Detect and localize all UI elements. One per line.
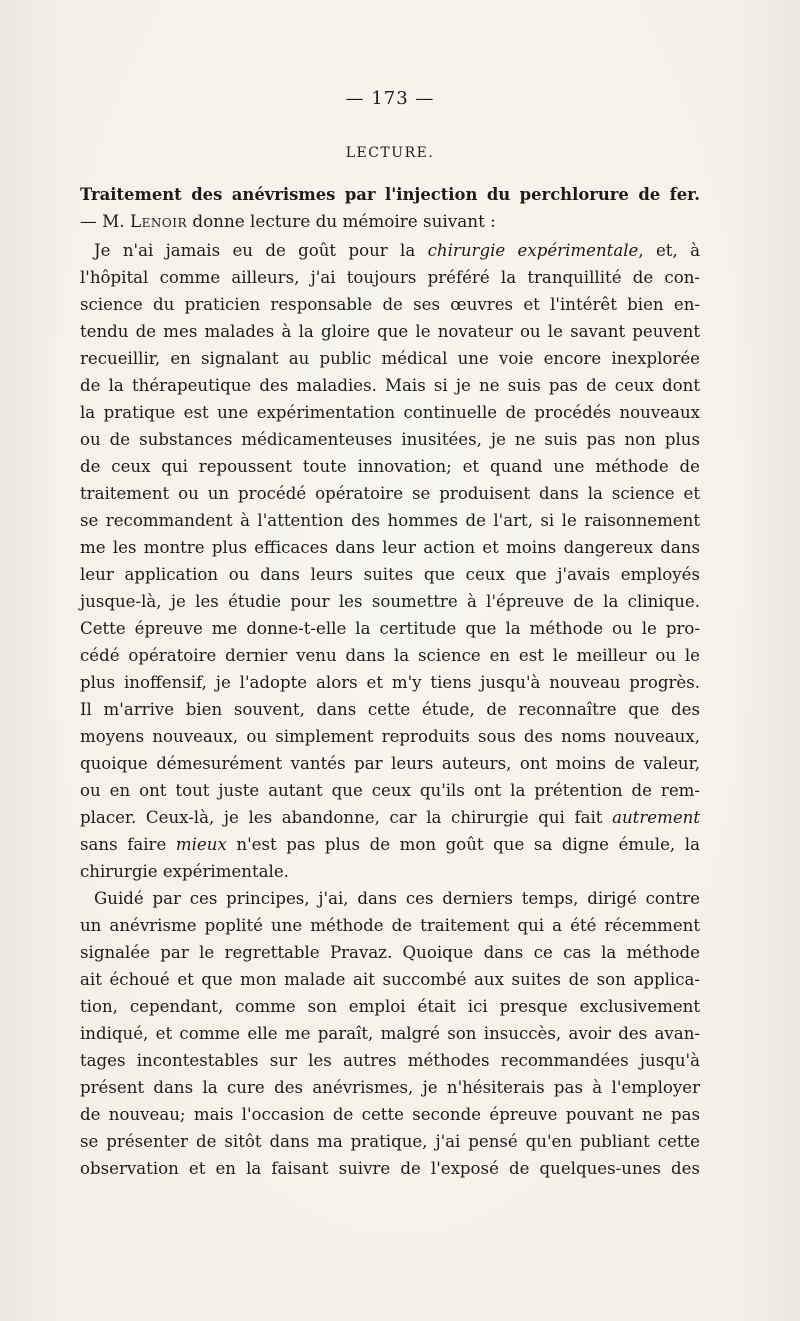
paragraph-line: ou de substances médicamenteuses inusitées, je ne suis pas non plus	[80, 430, 700, 449]
paragraph-line: placer. Ceux-là, je les abandonne, car la chirurgie qui fait autrement	[80, 808, 700, 827]
paragraph-line: cédé opératoire dernier venu dans la science en est le meilleur ou le	[80, 646, 700, 665]
paragraph-line: tages incontestables sur les autres méthodes recommandées jusqu'à	[80, 1051, 700, 1070]
paragraph-line: plus inoffensif, je l'adopte alors et m'y tiens jusqu'à nouveau progrès.	[80, 673, 700, 692]
article-title: Traitement des anévrismes par l'injection du perchlorure de fer.	[80, 185, 700, 204]
article-intro	[80, 208, 700, 235]
paragraph-line: la pratique est une expérimentation continuelle de procédés nouveaux	[80, 403, 700, 422]
paragraph-line: se recommandent à l'attention des hommes de l'art, si le raisonnement	[80, 511, 700, 530]
section-heading: LECTURE.	[345, 145, 435, 161]
author-name: Lenoir	[129, 211, 187, 231]
paragraph-line: science du praticien responsable de ses œuvres et l'intérêt bien en-	[80, 295, 700, 314]
paragraph-line: se présenter de sitôt dans ma pratique, j'ai pensé qu'en publiant cette	[80, 1132, 700, 1151]
paragraph-line: chirurgie expérimentale.	[80, 862, 289, 881]
emphasis: chirurgie expérimentale	[427, 241, 639, 260]
paragraph-line: sans faire mieux n'est pas plus de mon goût que sa digne émule, la	[80, 835, 700, 854]
paragraph-line: Je n'ai jamais eu de goût pour la chirurgie expérimentale, et, à	[94, 241, 701, 260]
paragraph-line: leur application ou dans leurs suites que ceux que j'avais employés	[80, 565, 700, 584]
paragraph-line: moyens nouveaux, ou simplement reproduits sous des noms nouveaux,	[80, 727, 700, 746]
paragraph-line: de la thérapeutique des maladies. Mais si je ne suis pas de ceux dont	[80, 376, 700, 395]
paragraph-line: signalée par le regrettable Pravaz. Quoique dans ce cas la méthode	[80, 943, 700, 962]
paragraph-line: l'hôpital comme ailleurs, j'ai toujours préféré la tranquillité de con-	[80, 268, 700, 287]
paragraph-2	[80, 885, 700, 1182]
paragraph-line: recueillir, en signalant au public médical une voie encore inexplorée	[80, 349, 700, 368]
paragraph-line: Guidé par ces principes, j'ai, dans ces derniers temps, dirigé contre	[94, 889, 700, 908]
paragraph-line: observation et en la faisant suivre de l'exposé de quelques-unes des	[80, 1159, 700, 1178]
intro-suffix: donne lecture du mémoire suivant :	[187, 211, 496, 231]
paragraph-line: traitement ou un procédé opératoire se produisent dans la science et	[80, 484, 700, 503]
paragraph-line: de ceux qui repoussent toute innovation; et quand une méthode de	[80, 457, 700, 476]
emphasis: mieux	[175, 835, 227, 854]
paragraph-line: ou en ont tout juste autant que ceux qu'ils ont la prétention de rem-	[80, 781, 700, 800]
page-number: — 173 —	[345, 88, 435, 109]
paragraph-line: indiqué, et comme elle me paraît, malgré son insuccès, avoir des avan-	[80, 1024, 700, 1043]
paragraph-line: présent dans la cure des anévrismes, je n'hésiterais pas à l'employer	[80, 1078, 700, 1097]
paragraph-line: Il m'arrive bien souvent, dans cette étude, de reconnaître que des	[80, 700, 700, 719]
paragraph-line: tendu de mes malades à la gloire que le novateur ou le savant peuvent	[80, 322, 700, 341]
paragraph-line: quoique démesurément vantés par leurs auteurs, ont moins de valeur,	[80, 754, 700, 773]
intro-prefix: — M.	[80, 211, 130, 231]
paragraph-1	[80, 237, 700, 885]
paragraph-line: ait échoué et que mon malade ait succombé aux suites de son applica-	[80, 970, 700, 989]
paragraph-line: me les montre plus efficaces dans leur action et moins dangereux dans	[80, 538, 700, 557]
paragraph-line: jusque-là, je les étudie pour les soumettre à l'épreuve de la clinique.	[80, 592, 700, 611]
emphasis: autrement	[612, 808, 700, 827]
paragraph-line: tion, cependant, comme son emploi était ici presque exclusivement	[80, 997, 700, 1016]
paragraph-line: un anévrisme poplité une méthode de traitement qui a été récemment	[80, 916, 700, 935]
paragraph-line: Cette épreuve me donne-t-elle la certitude que la méthode ou le pro-	[80, 619, 700, 638]
paragraph-line: de nouveau; mais l'occasion de cette seconde épreuve pouvant ne pas	[80, 1105, 700, 1124]
